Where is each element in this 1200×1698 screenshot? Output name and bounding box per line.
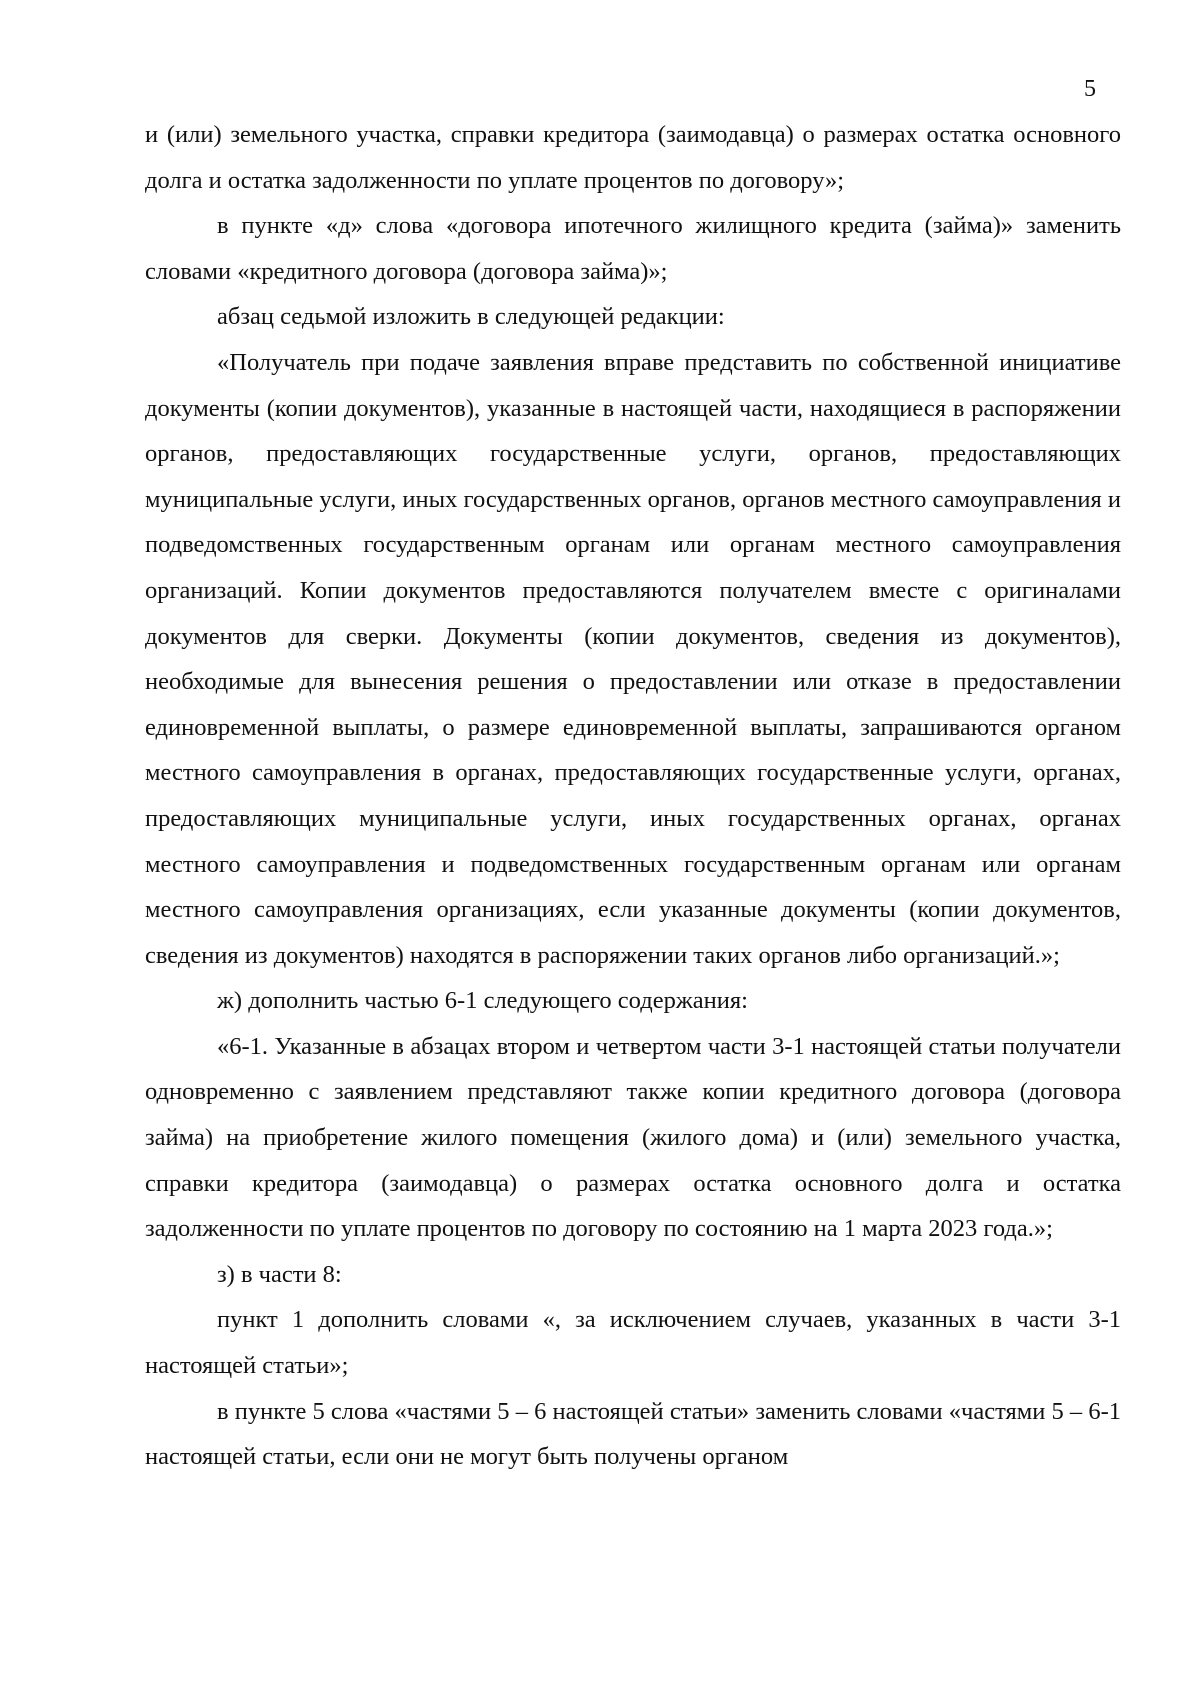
paragraph-part-6-1: «6-1. Указанные в абзацах втором и четвертом части 3-1 настоящей статьи получатели одновременно с заявлением представляют также копии кредитного договора (договора займа) на приобретение жилого помещения (жилого дома) и (или) земельного участка, справки кредитора (заимодавца) о размерах остатка основного долга и остатка задолженности по уплате процентов по договору по состоянию на 1 марта 2023 года.»; — [145, 1032, 1121, 1243]
document-body — [145, 112, 1121, 1480]
page-number: 5 — [1084, 76, 1096, 102]
paragraph-point-5: в пункте 5 слова «частями 5 – 6 настоящей статьи» заменить словами «частями 5 – 6-1 настоящей статьи, если они не могут быть получены органом — [145, 1397, 1121, 1471]
paragraph-continuation: и (или) земельного участка, справки кредитора (заимодавца) о размерах остатка основного долга и остатка задолженности по уплате процентов по договору»; — [145, 121, 1121, 194]
paragraph-item-z: з) в части 8: — [217, 1260, 342, 1288]
paragraph-item-d: в пункте «д» слова «договора ипотечного жилищного кредита (займа)» заменить словами «кредитного договора (договора займа)»; — [145, 212, 1121, 285]
paragraph-abzac-sedmoy: абзац седьмой изложить в следующей редакции: — [217, 303, 725, 331]
paragraph-item-zh: ж) дополнить частью 6-1 следующего содержания: — [217, 987, 748, 1015]
paragraph-quote-recipient: «Получатель при подаче заявления вправе представить по собственной инициативе документы (копии документов), указанные в настоящей части, находящиеся в распоряжении органов, предоставляющих государственные услуги, органов, предоставляющих муниципальные услуги, иных государственных органов, органов местного самоуправления и подведомственных государственным органам или органам местного самоуправления организаций. Копии документов предоставляются получателем вместе с оригиналами документов для сверки. Документы (копии документов, сведения из документов), необходимые для вынесения решения о предоставлении или отказе в предоставлении единовременной выплаты, о размере единовременной выплаты, запрашиваются органом местного самоуправления в органах, предоставляющих государственные услуги, органах, предоставляющих муниципальные услуги, иных государственных органах, органах местного самоуправления и подведомственных государственным органам или органам местного самоуправления организациях, если указанные документы (копии документов, сведения из документов) находятся в распоряжении таких органов либо организаций.»; — [145, 348, 1121, 969]
paragraph-point-1: пункт 1 дополнить словами «, за исключением случаев, указанных в части 3-1 настоящей статьи»; — [145, 1306, 1121, 1380]
